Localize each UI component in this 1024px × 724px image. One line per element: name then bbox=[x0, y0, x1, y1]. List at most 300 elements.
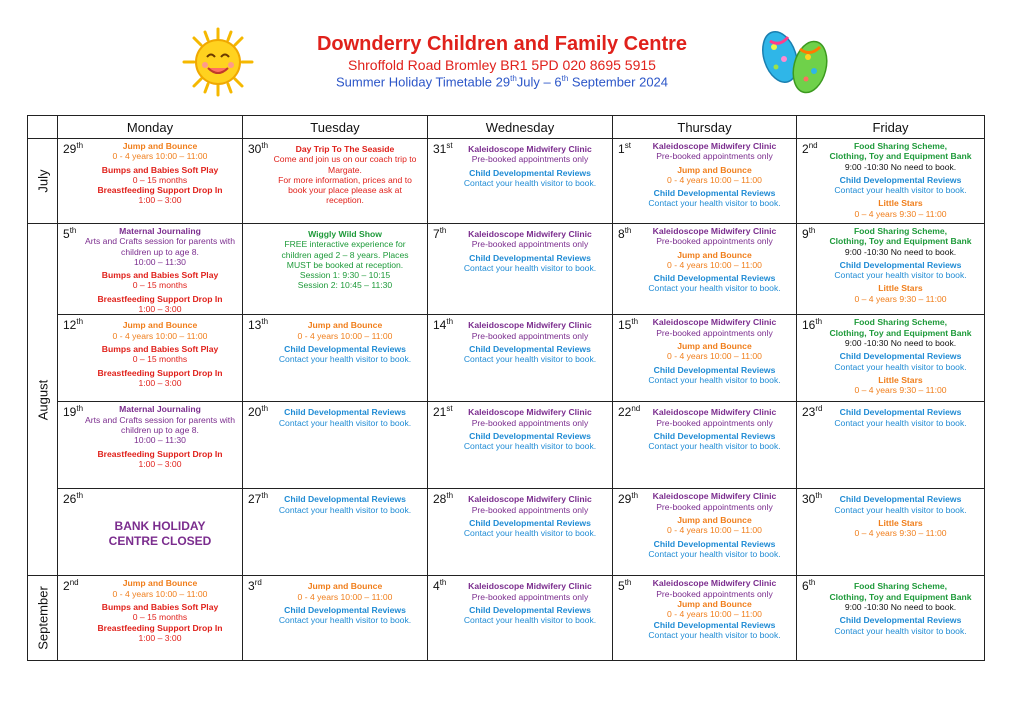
day-cell bbox=[613, 402, 797, 489]
day-cell bbox=[613, 139, 797, 224]
event-title: Kaleidoscope Midwifery Clinic bbox=[652, 317, 777, 328]
day-cell bbox=[797, 224, 985, 315]
event-title: Kaleidoscope Midwifery Clinic bbox=[652, 578, 777, 589]
day-number-value: 26 bbox=[63, 492, 77, 507]
day-number-value: 4 bbox=[433, 579, 440, 594]
day-number-value: 27 bbox=[248, 492, 262, 507]
event-detail: Contact your health visitor to book. bbox=[834, 417, 967, 428]
event-title: Food Sharing Scheme, bbox=[853, 581, 948, 592]
event-detail: Contact your health visitor to book. bbox=[648, 548, 781, 559]
centre-address: Shroffold Road Bromley BR1 5PD 020 8695 5915 bbox=[348, 57, 656, 73]
day-cell-inner bbox=[613, 402, 796, 488]
header-wednesday: Wednesday bbox=[428, 116, 613, 139]
event-title: Breastfeeding Support Drop In bbox=[97, 622, 223, 633]
day-number-value: 19 bbox=[63, 405, 77, 420]
event-detail: Pre-booked appointments only bbox=[471, 330, 589, 341]
day-events bbox=[797, 489, 984, 538]
event-detail: Contact your health visitor to book. bbox=[834, 270, 967, 281]
day-number-value: 21 bbox=[433, 405, 447, 420]
day-cell bbox=[428, 402, 613, 489]
event-detail: Contact your health visitor to book. bbox=[278, 354, 412, 365]
event-title: Child Developmental Reviews bbox=[839, 259, 962, 270]
event-detail: Contact your health visitor to book. bbox=[463, 441, 597, 452]
day-number bbox=[63, 141, 83, 156]
event-title: Child Developmental Reviews bbox=[469, 430, 591, 441]
day-cell-inner bbox=[428, 489, 612, 575]
event-title: Child Developmental Reviews bbox=[653, 430, 776, 441]
day-number bbox=[433, 226, 446, 241]
event-title: Little Stars bbox=[878, 374, 923, 385]
day-events bbox=[243, 224, 427, 291]
event-title: Day Trip To The Seaside bbox=[295, 144, 395, 154]
day-number bbox=[802, 404, 822, 419]
day-events bbox=[428, 402, 612, 451]
day-cell-inner bbox=[613, 489, 796, 575]
day-ordinal-suffix: th bbox=[261, 141, 269, 150]
day-cell bbox=[428, 139, 613, 224]
event-title: Child Developmental Reviews bbox=[653, 538, 776, 549]
event-detail: 9:00 -10:30 No need to book. bbox=[844, 601, 957, 612]
day-ordinal-suffix: th bbox=[446, 317, 454, 327]
day-cell-inner bbox=[243, 139, 427, 223]
day-number bbox=[618, 404, 640, 419]
day-number-value: 9 bbox=[802, 227, 809, 241]
event-detail: 0 - 4 years 10:00 – 11:00 bbox=[112, 330, 208, 341]
event-title: Breastfeeding Support Drop In bbox=[97, 293, 223, 304]
day-events bbox=[428, 315, 612, 364]
day-cell-inner bbox=[428, 315, 612, 401]
event-title: Child Developmental Reviews bbox=[653, 619, 776, 630]
day-ordinal-suffix: th bbox=[446, 491, 454, 501]
day-cell bbox=[58, 402, 243, 489]
event-detail: Contact your health visitor to book. bbox=[463, 177, 597, 188]
event-detail: Arts and Crafts session for parents with bbox=[85, 414, 235, 425]
event-title: Jump and Bounce bbox=[307, 581, 383, 592]
day-number-value: 2 bbox=[802, 142, 809, 156]
day-cell bbox=[58, 139, 243, 224]
day-cell-inner bbox=[243, 224, 427, 314]
event-detail: 0 – 15 months bbox=[132, 354, 188, 365]
day-ordinal-suffix: th bbox=[815, 491, 823, 501]
month-label-august: August bbox=[28, 224, 58, 576]
event-title: Clothing, Toy and Equipment Bank bbox=[829, 591, 972, 602]
event-detail: children up to age 8. bbox=[121, 246, 199, 257]
day-ordinal-suffix: th bbox=[624, 578, 632, 588]
day-events bbox=[797, 224, 984, 304]
event-detail: 0 - 4 years 10:00 – 11:00 bbox=[667, 525, 762, 536]
day-number bbox=[618, 317, 638, 332]
day-cell bbox=[613, 224, 797, 315]
event-detail: reception. bbox=[326, 195, 364, 206]
day-events bbox=[428, 139, 612, 188]
event-detail: children aged 2 – 8 years. Places bbox=[281, 249, 409, 260]
event-detail: 0 - 4 years 10:00 – 11:00 bbox=[667, 351, 762, 362]
day-number-value: 23 bbox=[802, 405, 816, 420]
event-detail: Contact your health visitor to book. bbox=[463, 354, 597, 365]
week-row bbox=[28, 489, 985, 576]
day-cell-inner bbox=[58, 402, 242, 488]
day-number bbox=[248, 317, 268, 332]
day-cell bbox=[797, 402, 985, 489]
event-detail: Contact your health visitor to book. bbox=[648, 441, 781, 452]
day-ordinal-suffix: th bbox=[76, 317, 84, 327]
event-detail: Pre-booked appointments only bbox=[471, 504, 589, 515]
event-detail: Contact your health visitor to book. bbox=[648, 283, 781, 294]
day-cell-inner bbox=[243, 315, 427, 401]
day-number bbox=[618, 226, 631, 241]
event-detail: 0 - 4 years 10:00 – 11:00 bbox=[112, 588, 208, 599]
day-cell-inner bbox=[797, 224, 984, 314]
event-title: Kaleidoscope Midwifery Clinic bbox=[468, 494, 592, 505]
day-cell-inner bbox=[243, 489, 427, 575]
event-detail: Pre-booked appointments only bbox=[656, 236, 773, 247]
event-detail: Contact your health visitor to book. bbox=[278, 417, 412, 428]
day-number-value: 5 bbox=[63, 227, 70, 241]
event-title: Food Sharing Scheme, bbox=[853, 317, 948, 328]
event-title: Child Developmental Reviews bbox=[469, 517, 591, 528]
day-cell bbox=[797, 139, 985, 224]
event-detail: 1:00 – 3:00 bbox=[138, 195, 182, 206]
day-number bbox=[802, 491, 822, 506]
day-number bbox=[433, 141, 453, 156]
bank-holiday-text: BANK HOLIDAY bbox=[114, 519, 206, 534]
day-ordinal-suffix: st bbox=[446, 141, 453, 150]
day-ordinal-suffix: th bbox=[261, 317, 269, 327]
event-title: Clothing, Toy and Equipment Bank bbox=[829, 236, 972, 247]
day-cell-inner bbox=[797, 315, 984, 401]
event-title: Clothing, Toy and Equipment Bank bbox=[829, 327, 972, 338]
event-title: Jump and Bounce bbox=[677, 598, 752, 609]
day-cell bbox=[797, 576, 985, 661]
event-detail: 9:00 -10:30 No need to book. bbox=[844, 246, 957, 257]
event-title: Child Developmental Reviews bbox=[284, 604, 406, 615]
day-cell bbox=[243, 224, 428, 315]
event-title: Breastfeeding Support Drop In bbox=[97, 185, 223, 196]
day-number bbox=[433, 491, 453, 506]
day-ordinal-suffix: th bbox=[439, 578, 447, 588]
event-detail: book your place please ask at bbox=[288, 185, 402, 196]
event-title: Child Developmental Reviews bbox=[469, 167, 591, 178]
day-number-value: 14 bbox=[433, 318, 447, 333]
day-ordinal-suffix: nd bbox=[69, 578, 79, 588]
day-number bbox=[63, 491, 83, 506]
event-title: Kaleidoscope Midwifery Clinic bbox=[468, 144, 592, 154]
day-cell-inner bbox=[428, 224, 612, 314]
header-tuesday: Tuesday bbox=[243, 116, 428, 139]
day-events bbox=[797, 576, 984, 635]
week-row bbox=[28, 315, 985, 402]
day-cell-inner bbox=[58, 576, 242, 660]
week-row bbox=[28, 402, 985, 489]
day-number bbox=[63, 226, 76, 241]
event-title: Kaleidoscope Midwifery Clinic bbox=[652, 226, 777, 236]
day-ordinal-suffix: th bbox=[808, 578, 816, 588]
day-events bbox=[243, 139, 427, 206]
event-detail: 0 - 4 years 10:00 – 11:00 bbox=[667, 259, 762, 270]
day-number bbox=[248, 404, 268, 419]
day-events bbox=[58, 489, 242, 549]
day-cell bbox=[58, 224, 243, 315]
event-title: Child Developmental Reviews bbox=[653, 188, 776, 199]
month-label-july: July bbox=[28, 139, 58, 224]
day-number-value: 8 bbox=[618, 227, 625, 241]
day-cell-inner bbox=[428, 402, 612, 488]
day-ordinal-suffix: th bbox=[76, 404, 84, 414]
day-cell bbox=[243, 489, 428, 576]
event-title: Bumps and Babies Soft Play bbox=[101, 270, 219, 281]
event-detail: 0 – 4 years 9:30 – 11:00 bbox=[854, 385, 947, 396]
day-events bbox=[613, 224, 796, 294]
event-title: Breastfeeding Support Drop In bbox=[97, 367, 223, 378]
timetable-subtitle: Summer Holiday Timetable 29thJuly – 6th September 2024 bbox=[335, 74, 669, 90]
day-number bbox=[618, 578, 631, 593]
event-title: Kaleidoscope Midwifery Clinic bbox=[652, 491, 777, 502]
event-title: Bumps and Babies Soft Play bbox=[101, 601, 219, 612]
event-detail: Pre-booked appointments only bbox=[656, 327, 773, 338]
event-detail: Pre-booked appointments only bbox=[656, 501, 773, 512]
day-number bbox=[248, 141, 268, 156]
event-detail: Contact your health visitor to book. bbox=[463, 528, 597, 539]
day-events bbox=[58, 315, 242, 388]
day-events bbox=[428, 224, 612, 273]
event-detail: Contact your health visitor to book. bbox=[648, 198, 781, 209]
event-title: Jump and Bounce bbox=[677, 164, 752, 175]
day-cell-inner bbox=[613, 139, 796, 223]
day-events bbox=[243, 402, 427, 428]
day-cell bbox=[243, 139, 428, 224]
day-cell-inner bbox=[613, 576, 796, 660]
event-detail: Contact your health visitor to book. bbox=[834, 185, 967, 196]
day-number-value: 6 bbox=[802, 579, 809, 594]
event-detail: 1:00 – 3:00 bbox=[138, 377, 182, 388]
day-cell bbox=[797, 489, 985, 576]
day-ordinal-suffix: th bbox=[631, 317, 639, 327]
day-events bbox=[613, 489, 796, 559]
event-detail: Contact your health visitor to book. bbox=[834, 625, 967, 636]
event-title: Child Developmental Reviews bbox=[284, 407, 406, 418]
day-number-value: 7 bbox=[433, 227, 440, 241]
event-detail: 0 – 15 months bbox=[132, 174, 188, 185]
day-number bbox=[802, 141, 818, 156]
day-ordinal-suffix: th bbox=[624, 226, 632, 235]
event-detail: 0 - 4 years 10:00 – 11:00 bbox=[112, 151, 208, 162]
day-events bbox=[797, 139, 984, 219]
event-title: Jump and Bounce bbox=[122, 320, 198, 331]
day-cell-inner bbox=[613, 315, 796, 401]
flip-flops-icon bbox=[752, 25, 836, 97]
event-detail: Contact your health visitor to book. bbox=[648, 374, 781, 385]
day-cell-inner bbox=[58, 489, 242, 575]
event-detail: Contact your health visitor to book. bbox=[278, 504, 412, 515]
event-detail: 0 – 4 years 9:30 – 11:00 bbox=[854, 208, 947, 219]
timetable bbox=[27, 115, 985, 661]
day-cell bbox=[797, 315, 985, 402]
event-title: Little Stars bbox=[878, 283, 923, 294]
event-title: Child Developmental Reviews bbox=[839, 351, 962, 362]
day-events bbox=[58, 139, 242, 206]
event-title: Kaleidoscope Midwifery Clinic bbox=[468, 320, 592, 331]
event-title: Jump and Bounce bbox=[307, 320, 383, 331]
header-monday: Monday bbox=[58, 116, 243, 139]
day-cell-inner bbox=[797, 489, 984, 575]
day-ordinal-suffix: th bbox=[815, 317, 823, 327]
day-events bbox=[613, 576, 796, 640]
event-title: Child Developmental Reviews bbox=[469, 604, 591, 615]
event-title: Jump and Bounce bbox=[677, 340, 752, 351]
day-number bbox=[63, 578, 79, 593]
event-title: Child Developmental Reviews bbox=[839, 494, 962, 505]
day-ordinal-suffix: th bbox=[808, 226, 816, 235]
day-cell-inner bbox=[58, 224, 242, 314]
event-detail: Session 2: 10:45 – 11:30 bbox=[297, 280, 393, 291]
day-number-value: 31 bbox=[433, 142, 447, 156]
header-thursday: Thursday bbox=[613, 116, 797, 139]
day-events bbox=[58, 402, 242, 469]
event-title: Bumps and Babies Soft Play bbox=[101, 164, 219, 175]
week-row bbox=[28, 576, 985, 661]
day-events bbox=[243, 315, 427, 364]
event-detail: FREE interactive experience for bbox=[284, 239, 406, 250]
day-events bbox=[58, 224, 242, 314]
event-detail: Margate. bbox=[328, 164, 362, 175]
day-number-value: 29 bbox=[63, 142, 77, 156]
day-number bbox=[63, 404, 83, 419]
day-cell bbox=[613, 315, 797, 402]
event-detail: For more information, prices and to bbox=[278, 174, 412, 185]
event-title: Child Developmental Reviews bbox=[653, 364, 776, 375]
event-title: Bumps and Babies Soft Play bbox=[101, 343, 219, 354]
event-detail: 10:00 – 11:30 bbox=[134, 435, 186, 446]
day-number-value: 2 bbox=[63, 579, 70, 594]
event-title: Kaleidoscope Midwifery Clinic bbox=[468, 229, 592, 239]
event-detail: 0 - 4 years 10:00 – 11:00 bbox=[667, 174, 762, 185]
day-events bbox=[613, 402, 796, 451]
day-number-value: 15 bbox=[618, 318, 632, 333]
event-title: Child Developmental Reviews bbox=[284, 494, 406, 505]
event-detail: Come and join us on our coach trip to bbox=[273, 154, 417, 165]
event-title: Jump and Bounce bbox=[122, 578, 198, 589]
bank-holiday-text: CENTRE CLOSED bbox=[108, 534, 212, 549]
day-cell-inner bbox=[797, 139, 984, 223]
day-number-value: 13 bbox=[248, 318, 262, 333]
event-detail: Pre-booked appointments only bbox=[471, 591, 589, 602]
day-ordinal-suffix: th bbox=[439, 226, 447, 235]
weekday-header-row bbox=[28, 116, 985, 139]
event-title: Child Developmental Reviews bbox=[469, 343, 591, 354]
day-number-value: 29 bbox=[618, 492, 632, 507]
day-cell-inner bbox=[243, 576, 427, 660]
event-detail: Pre-booked appointments only bbox=[656, 588, 773, 599]
day-cell-inner bbox=[58, 315, 242, 401]
day-events bbox=[428, 576, 612, 625]
page-header bbox=[0, 0, 1024, 112]
day-ordinal-suffix: th bbox=[76, 141, 84, 150]
day-ordinal-suffix: nd bbox=[808, 141, 818, 150]
day-number bbox=[248, 578, 262, 593]
day-ordinal-suffix: th bbox=[261, 404, 269, 414]
event-title: Child Developmental Reviews bbox=[653, 273, 776, 284]
event-detail: Pre-booked appointments only bbox=[471, 417, 589, 428]
event-title: Kaleidoscope Midwifery Clinic bbox=[468, 407, 592, 418]
event-detail: 9:00 -10:30 No need to book. bbox=[844, 161, 957, 172]
event-detail: Contact your health visitor to book. bbox=[648, 629, 781, 640]
day-ordinal-suffix: rd bbox=[815, 404, 823, 414]
day-number-value: 3 bbox=[248, 579, 255, 594]
event-title: Kaleidoscope Midwifery Clinic bbox=[468, 581, 592, 592]
event-title: Wiggly Wild Show bbox=[308, 229, 382, 239]
day-events bbox=[797, 315, 984, 395]
event-detail: Contact your health visitor to book. bbox=[278, 615, 412, 626]
day-ordinal-suffix: th bbox=[631, 491, 639, 501]
day-number bbox=[618, 491, 638, 506]
day-number bbox=[433, 578, 446, 593]
event-title: Breastfeeding Support Drop In bbox=[97, 448, 223, 459]
month-label-september: September bbox=[28, 576, 58, 661]
day-number bbox=[802, 226, 815, 241]
day-number-value: 5 bbox=[618, 579, 625, 594]
day-events bbox=[243, 489, 427, 515]
week-row bbox=[28, 139, 985, 224]
day-number-value: 28 bbox=[433, 492, 447, 507]
day-cell-inner bbox=[428, 139, 612, 223]
event-title: Clothing, Toy and Equipment Bank bbox=[829, 151, 972, 162]
day-cell bbox=[428, 224, 613, 315]
event-detail: 1:00 – 3:00 bbox=[138, 632, 182, 643]
event-title: Child Developmental Reviews bbox=[839, 615, 962, 626]
day-cell-inner bbox=[613, 224, 796, 314]
day-number-value: 16 bbox=[802, 318, 816, 333]
day-ordinal-suffix: th bbox=[76, 491, 84, 501]
day-events bbox=[428, 489, 612, 538]
event-detail: Pre-booked appointments only bbox=[656, 417, 773, 428]
day-cell-inner bbox=[243, 402, 427, 488]
day-number bbox=[802, 578, 815, 593]
day-events bbox=[613, 139, 796, 209]
day-ordinal-suffix: st bbox=[446, 404, 453, 414]
page-title: Downderry Children and Family Centre bbox=[316, 33, 688, 55]
day-number-value: 30 bbox=[802, 492, 816, 507]
day-number bbox=[433, 404, 453, 419]
day-ordinal-suffix: nd bbox=[631, 404, 641, 414]
day-events bbox=[797, 402, 984, 428]
day-number-value: 12 bbox=[63, 318, 77, 333]
event-detail: 0 - 4 years 10:00 – 11:00 bbox=[297, 591, 393, 602]
event-title: Food Sharing Scheme, bbox=[853, 141, 948, 151]
day-number-value: 1 bbox=[618, 142, 625, 156]
event-detail: MUST be booked at reception. bbox=[286, 259, 404, 270]
day-cell bbox=[243, 402, 428, 489]
event-detail: 0 – 4 years 9:30 – 11:00 bbox=[854, 528, 947, 539]
day-cell-inner bbox=[428, 576, 612, 660]
event-title: Jump and Bounce bbox=[122, 141, 198, 151]
event-detail: Arts and Crafts session for parents with bbox=[85, 236, 235, 247]
event-title: Food Sharing Scheme, bbox=[853, 226, 948, 236]
day-cell bbox=[428, 576, 613, 661]
day-number-value: 22 bbox=[618, 405, 632, 420]
day-cell-inner bbox=[797, 402, 984, 488]
day-events bbox=[613, 315, 796, 385]
event-title: Maternal Journaling bbox=[119, 226, 201, 236]
day-number bbox=[433, 317, 453, 332]
day-ordinal-suffix: rd bbox=[254, 578, 262, 588]
day-cell bbox=[613, 489, 797, 576]
day-cell bbox=[613, 576, 797, 661]
day-number bbox=[802, 317, 822, 332]
event-title: Child Developmental Reviews bbox=[469, 252, 591, 263]
day-ordinal-suffix: st bbox=[624, 141, 631, 150]
header-friday: Friday bbox=[797, 116, 985, 139]
day-number-value: 30 bbox=[248, 142, 262, 156]
